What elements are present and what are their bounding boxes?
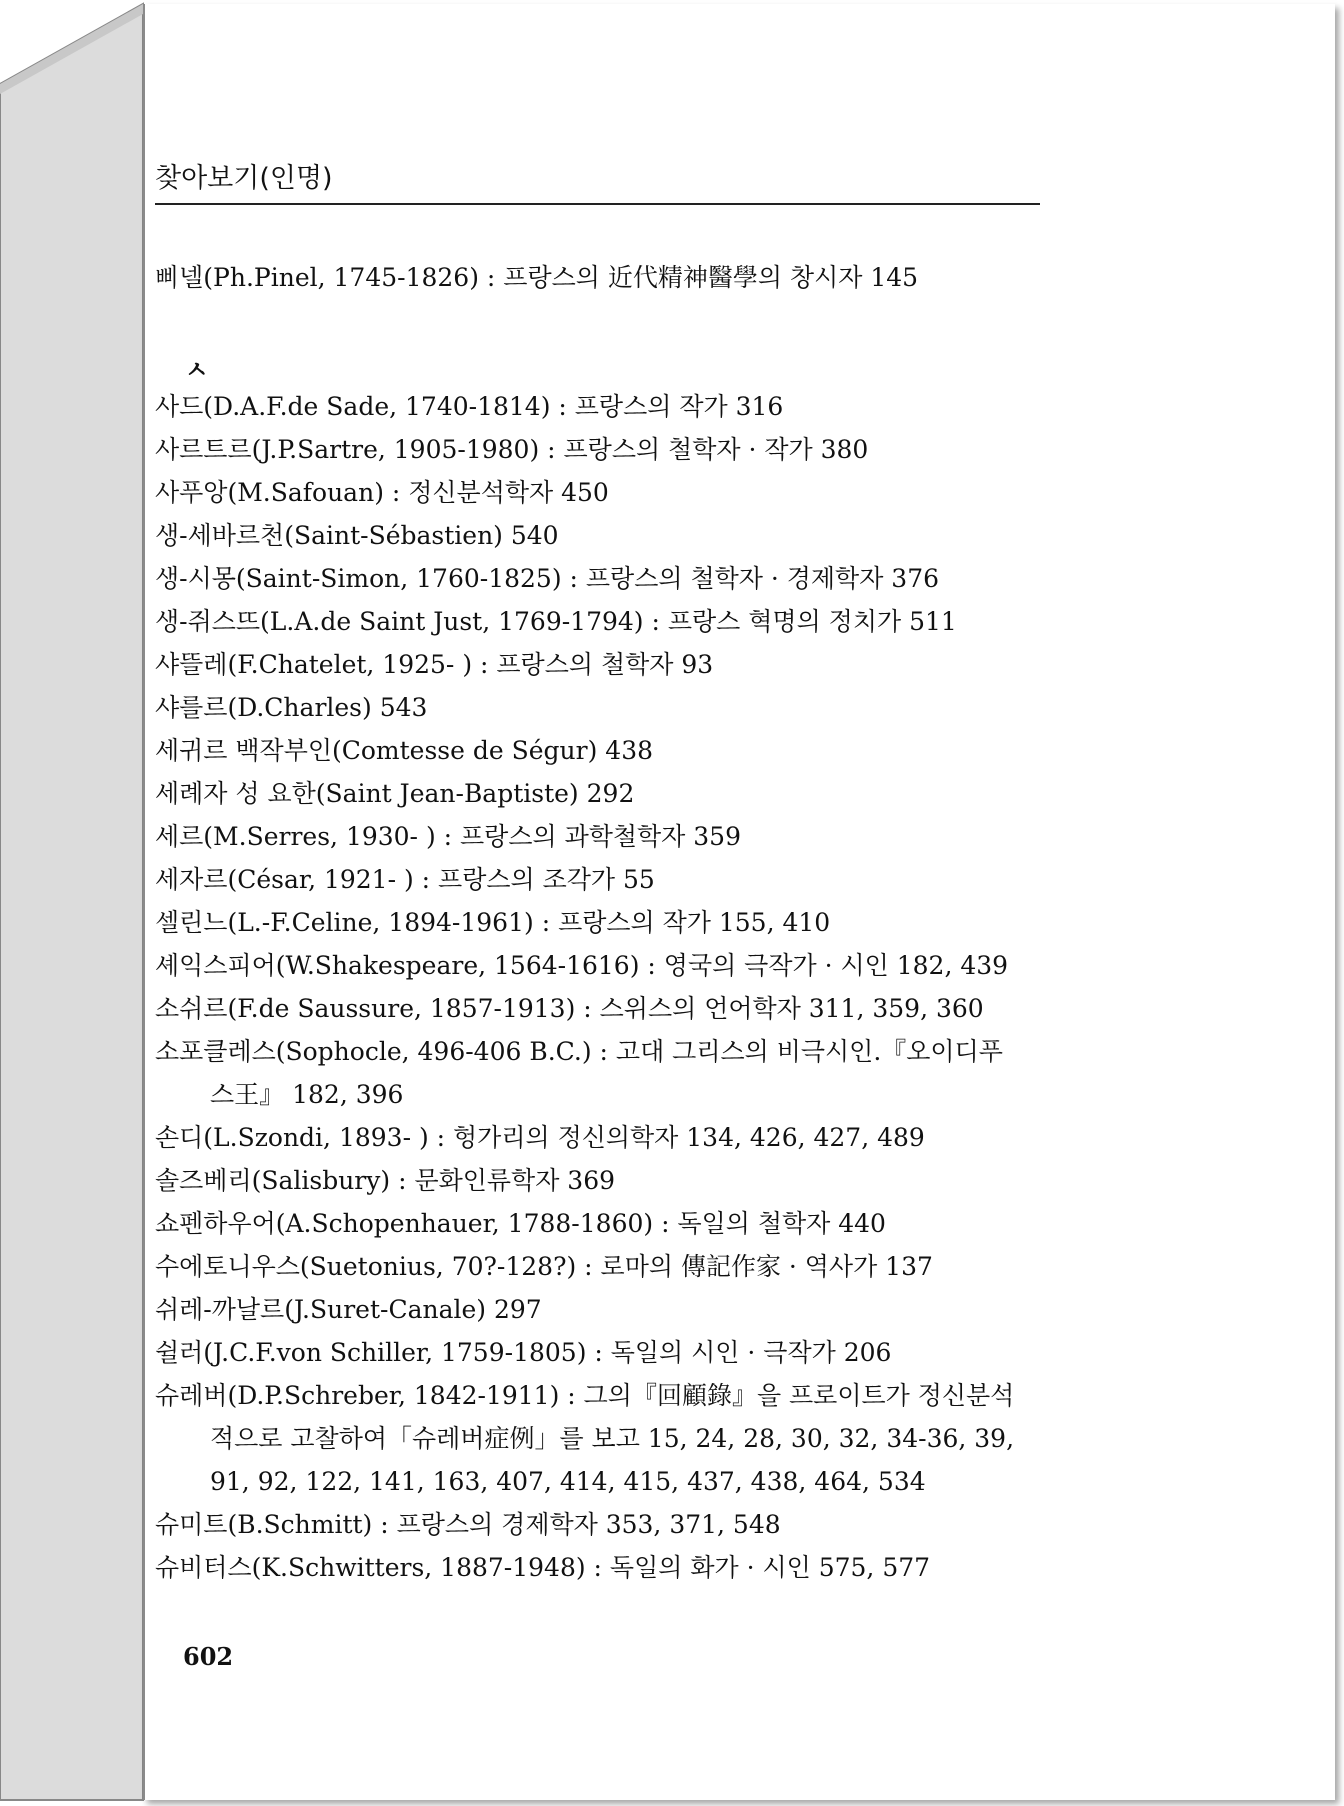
index-entry: 소포클레스(Sophocle, 496-406 B.C.) : 고대 그리스의 비극시인.『오이디푸 [155,1037,1003,1066]
index-entry: 샤를르(D.Charles) 543 [155,693,428,722]
index-entry: 세르(M.Serres, 1930- ) : 프랑스의 과학철학자 359 [155,822,741,851]
index-entry: 손디(L.Szondi, 1893- ) : 헝가리의 정신의학자 134, 426, 427, 489 [155,1123,925,1152]
index-entry-continuation: 91, 92, 122, 141, 163, 407, 414, 415, 437, 438, 464, 534 [210,1467,926,1496]
index-entry: 사르트르(J.P.Sartre, 1905-1980) : 프랑스의 철학자 · 작가 380 [155,435,869,464]
index-entry: 쇼펜하우어(A.Schopenhauer, 1788-1860) : 독일의 철학자 440 [155,1209,886,1238]
section-gap [155,342,1055,385]
index-entry: 세귀르 백작부인(Comtesse de Ségur) 438 [155,736,654,765]
section-gap [155,299,1055,342]
index-entry: 사푸앙(M.Safouan) : 정신분석학자 450 [155,478,609,507]
index-entry: 생-세바르천(Saint-Sébastien) 540 [155,521,559,550]
index-entry: 소쉬르(F.de Saussure, 1857-1913) : 스위스의 언어학자 311, 359, 360 [155,994,984,1023]
index-entry: 생-시몽(Saint-Simon, 1760-1825) : 프랑스의 철학자 · 경제학자 376 [155,564,940,593]
index-entry: 세자르(César, 1921- ) : 프랑스의 조각가 55 [155,865,655,894]
index-entry: 쉬레-까날르(J.Suret-Canale) 297 [155,1295,542,1324]
index-entry: 슈레버(D.P.Schreber, 1842-1911) : 그의『回顧錄』을 프로이트가 정신분석 [155,1381,1015,1410]
index-entry: 세례자 성 요한(Saint Jean-Baptiste) 292 [155,779,635,808]
header-rule [155,203,1040,205]
index-entry: 슈비터스(K.Schwitters, 1887-1948) : 독일의 화가 · 시인 575, 577 [155,1553,931,1582]
index-entry: 솔즈베리(Salisbury) : 문화인류학자 369 [155,1166,616,1195]
index-entry: 쉴러(J.C.F.von Schiller, 1759-1805) : 독일의 시인 · 극작가 206 [155,1338,892,1367]
index-entry-continuation: 적으로 고찰하여「슈레버症例」를 보고 15, 24, 28, 30, 32, 34-36, 39, [210,1424,1015,1453]
entry-list [155,385,1055,1589]
page-number: 602 [183,1642,234,1671]
index-entries [155,256,1055,1589]
index-entry: 삐넬(Ph.Pinel, 1745-1826) : 프랑스의 近代精神醫學의 창시자 145 [155,263,919,292]
index-entry: 샤뜰레(F.Chatelet, 1925- ) : 프랑스의 철학자 93 [155,650,714,679]
section-letter: ㅅ [185,356,209,384]
index-entry: 슈미트(B.Schmitt) : 프랑스의 경제학자 353, 371, 548 [155,1510,781,1539]
index-entry: 셰익스피어(W.Shakespeare, 1564-1616) : 영국의 극작가 · 시인 182, 439 [155,951,1009,980]
index-entry-continuation: 스王』 182, 396 [210,1080,404,1109]
index-entry: 셀린느(L.-F.Celine, 1894-1961) : 프랑스의 작가 155, 410 [155,908,831,937]
index-entry: 생-쥐스뜨(L.A.de Saint Just, 1769-1794) : 프랑스 혁명의 정치가 511 [155,607,957,636]
index-entry: 수에토니우스(Suetonius, 70?-128?) : 로마의 傳記作家 · 역사가 137 [155,1252,933,1281]
index-entry: 사드(D.A.F.de Sade, 1740-1814) : 프랑스의 작가 316 [155,392,784,421]
running-head: 찾아보기(인명) [155,163,333,194]
